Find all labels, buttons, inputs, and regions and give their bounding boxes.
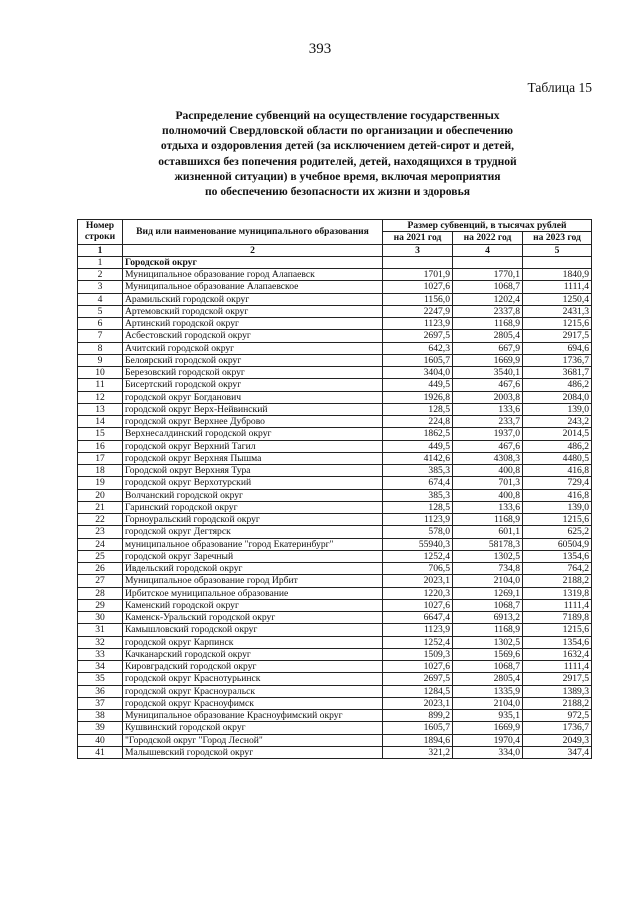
row-number: 3 — [78, 281, 123, 293]
amount-2021: 385,3 — [383, 489, 453, 501]
amount-2023: 3681,7 — [523, 367, 592, 379]
amount-2022: 2104,0 — [453, 697, 523, 709]
amount-2022: 4308,3 — [453, 452, 523, 464]
amount-2021: 642,3 — [383, 342, 453, 354]
table-row — [78, 318, 592, 330]
municipality-name: городской округ Красноуральск — [123, 685, 383, 697]
municipality-name: Муниципальное образование город Алапаевск — [123, 269, 383, 281]
municipality-name: Ивдельский городской округ — [123, 563, 383, 575]
amount-2021: 1123,9 — [383, 514, 453, 526]
header-amount-group: Размер субвенций, в тысячах рублей — [383, 220, 592, 232]
municipality-name: Артемовский городской округ — [123, 305, 383, 317]
table-row — [78, 563, 592, 575]
municipality-name: Арамильский городской округ — [123, 293, 383, 305]
row-number: 27 — [78, 575, 123, 587]
amount-2022: 935,1 — [453, 710, 523, 722]
municipality-name: городской округ Заречный — [123, 550, 383, 562]
table-row — [78, 673, 592, 685]
amount-2022: 1068,7 — [453, 599, 523, 611]
municipality-name: городской округ Богданович — [123, 391, 383, 403]
amount-2021: 1027,6 — [383, 281, 453, 293]
municipality-name: городской округ Краснотурьинск — [123, 673, 383, 685]
amount-2021: 1605,7 — [383, 354, 453, 366]
amount-2023: 2049,3 — [523, 734, 592, 746]
amount-2021: 1027,6 — [383, 661, 453, 673]
amount-2023: 1840,9 — [523, 269, 592, 281]
row-number: 4 — [78, 293, 123, 305]
amount-2021: 674,4 — [383, 477, 453, 489]
amount-2023: 139,0 — [523, 403, 592, 415]
row-number: 5 — [78, 305, 123, 317]
table-body — [78, 256, 592, 758]
municipality-name: муниципальное образование "город Екатеринбург" — [123, 538, 383, 550]
amount-2022: 1202,4 — [453, 293, 523, 305]
amount-2022: 2805,4 — [453, 330, 523, 342]
amount-2022: 334,0 — [453, 746, 523, 758]
amount-2021: 578,0 — [383, 526, 453, 538]
amount-2023: 764,2 — [523, 563, 592, 575]
amount-2021: 2247,9 — [383, 305, 453, 317]
table-row — [78, 281, 592, 293]
table-row — [78, 612, 592, 624]
table-row — [78, 354, 592, 366]
header-row-number: Номер строки — [78, 220, 123, 245]
amount-2021: 449,5 — [383, 379, 453, 391]
amount-2022: 233,7 — [453, 416, 523, 428]
municipality-name: городской округ Дегтярск — [123, 526, 383, 538]
amount-2021: 128,5 — [383, 501, 453, 513]
amount-2023: 1354,6 — [523, 550, 592, 562]
amount-2021: 1027,6 — [383, 599, 453, 611]
amount-2022: 2805,4 — [453, 673, 523, 685]
row-number: 31 — [78, 624, 123, 636]
title-line: отдыха и оздоровления детей (за исключением детей-сирот и детей, — [160, 139, 515, 153]
table-row — [78, 514, 592, 526]
municipality-name: Кушвинский городской округ — [123, 722, 383, 734]
amount-2022: 1068,7 — [453, 661, 523, 673]
amount-2023: 347,4 — [523, 746, 592, 758]
amount-2022: 1302,5 — [453, 550, 523, 562]
municipality-name: Артинский городской округ — [123, 318, 383, 330]
header-year-2023: на 2023 год — [523, 232, 592, 244]
amount-2023: 1736,7 — [523, 722, 592, 734]
table-row — [78, 697, 592, 709]
amount-2023: 2188,2 — [523, 575, 592, 587]
amount-2021: 1926,8 — [383, 391, 453, 403]
amount-2023: 1215,6 — [523, 318, 592, 330]
amount-2022: 400,8 — [453, 465, 523, 477]
municipality-name: Верхнесалдинский городской округ — [123, 428, 383, 440]
amount-2023: 972,5 — [523, 710, 592, 722]
row-number: 6 — [78, 318, 123, 330]
table-row — [78, 293, 592, 305]
municipality-name: "Городской округ "Город Лесной" — [123, 734, 383, 746]
municipality-name: Каменск-Уральский городской округ — [123, 612, 383, 624]
row-number: 17 — [78, 452, 123, 464]
row-number: 16 — [78, 440, 123, 452]
municipality-name: Малышевский городской округ — [123, 746, 383, 758]
amount-2021: 1509,3 — [383, 648, 453, 660]
row-number: 34 — [78, 661, 123, 673]
row-number: 22 — [78, 514, 123, 526]
table-row — [78, 416, 592, 428]
amount-2021: 6647,4 — [383, 612, 453, 624]
column-index: 4 — [453, 244, 523, 256]
amount-2022: 133,6 — [453, 501, 523, 513]
row-number: 26 — [78, 563, 123, 575]
row-number: 2 — [78, 269, 123, 281]
row-number: 20 — [78, 489, 123, 501]
header-municipality-name: Вид или наименование муниципального образования — [123, 220, 383, 245]
title-line: жизненной ситуации) в учебное время, включая мероприятия — [174, 169, 501, 183]
amount-2021: 128,5 — [383, 403, 453, 415]
amount-2022: 400,8 — [453, 489, 523, 501]
table-row — [78, 452, 592, 464]
amount-2021: 224,8 — [383, 416, 453, 428]
row-number: 10 — [78, 367, 123, 379]
row-number: 29 — [78, 599, 123, 611]
row-number: 21 — [78, 501, 123, 513]
municipality-name: Березовский городской округ — [123, 367, 383, 379]
row-number: 33 — [78, 648, 123, 660]
row-number: 32 — [78, 636, 123, 648]
empty-cell — [523, 256, 592, 268]
table-row — [78, 538, 592, 550]
amount-2021: 1123,9 — [383, 318, 453, 330]
amount-2022: 2104,0 — [453, 575, 523, 587]
amount-2023: 1632,4 — [523, 648, 592, 660]
amount-2022: 2003,8 — [453, 391, 523, 403]
amount-2023: 139,0 — [523, 501, 592, 513]
amount-2023: 1111,4 — [523, 599, 592, 611]
amount-2022: 467,6 — [453, 440, 523, 452]
amount-2023: 4480,5 — [523, 452, 592, 464]
title-line: по обеспечению безопасности их жизни и здоровья — [205, 185, 470, 199]
table-row — [78, 648, 592, 660]
amount-2022: 1168,9 — [453, 514, 523, 526]
table-row — [78, 599, 592, 611]
row-number: 24 — [78, 538, 123, 550]
amount-2021: 1252,4 — [383, 550, 453, 562]
amount-2023: 2917,5 — [523, 673, 592, 685]
municipality-name: Волчанский городской округ — [123, 489, 383, 501]
table-row — [78, 636, 592, 648]
amount-2022: 1302,5 — [453, 636, 523, 648]
amount-2023: 1319,8 — [523, 587, 592, 599]
table-row — [78, 489, 592, 501]
amount-2022: 1335,9 — [453, 685, 523, 697]
row-number: 39 — [78, 722, 123, 734]
row-number: 37 — [78, 697, 123, 709]
amount-2021: 1284,5 — [383, 685, 453, 697]
municipality-name: Белоярский городской округ — [123, 354, 383, 366]
amount-2021: 1123,9 — [383, 624, 453, 636]
title-line: Распределение субвенций на осуществление государственных — [175, 109, 500, 122]
row-number: 23 — [78, 526, 123, 538]
amount-2023: 1111,4 — [523, 281, 592, 293]
amount-2022: 3540,1 — [453, 367, 523, 379]
amount-2022: 701,3 — [453, 477, 523, 489]
municipality-name: городской округ Верхнее Дуброво — [123, 416, 383, 428]
table-row — [78, 330, 592, 342]
table-row — [78, 501, 592, 513]
amount-2023: 243,2 — [523, 416, 592, 428]
amount-2021: 1156,0 — [383, 293, 453, 305]
municipality-name: Муниципальное образование Алапаевское — [123, 281, 383, 293]
amount-2022: 1168,9 — [453, 318, 523, 330]
row-number: 19 — [78, 477, 123, 489]
amount-2021: 1894,6 — [383, 734, 453, 746]
table-row — [78, 587, 592, 599]
municipality-name: городской округ Красноуфимск — [123, 697, 383, 709]
amount-2023: 2084,0 — [523, 391, 592, 403]
row-number: 13 — [78, 403, 123, 415]
amount-2023: 2917,5 — [523, 330, 592, 342]
table-label: Таблица 15 — [527, 80, 592, 95]
amount-2022: 1669,9 — [453, 354, 523, 366]
municipality-name: Асбестовский городской округ — [123, 330, 383, 342]
header-year-2022: на 2022 год — [453, 232, 523, 244]
table-row — [78, 550, 592, 562]
amount-2022: 1269,1 — [453, 587, 523, 599]
row-number: 35 — [78, 673, 123, 685]
amount-2022: 601,1 — [453, 526, 523, 538]
amount-2023: 1354,6 — [523, 636, 592, 648]
municipality-name: городской округ Верхотурский — [123, 477, 383, 489]
amount-2021: 899,2 — [383, 710, 453, 722]
table-row — [78, 624, 592, 636]
amount-2023: 486,2 — [523, 440, 592, 452]
amount-2023: 2188,2 — [523, 697, 592, 709]
amount-2023: 729,4 — [523, 477, 592, 489]
municipality-name: Ачитский городской округ — [123, 342, 383, 354]
row-number: 40 — [78, 734, 123, 746]
document-title — [110, 108, 565, 199]
empty-cell — [383, 256, 453, 268]
amount-2022: 467,6 — [453, 379, 523, 391]
amount-2023: 625,2 — [523, 526, 592, 538]
amount-2021: 1605,7 — [383, 722, 453, 734]
amount-2021: 4142,6 — [383, 452, 453, 464]
table-row — [78, 526, 592, 538]
municipality-name: городской округ Карпинск — [123, 636, 383, 648]
table-row — [78, 379, 592, 391]
amount-2023: 2014,5 — [523, 428, 592, 440]
amount-2021: 1252,4 — [383, 636, 453, 648]
table-row — [78, 734, 592, 746]
table-row — [78, 367, 592, 379]
amount-2021: 1220,3 — [383, 587, 453, 599]
column-index: 1 — [78, 244, 123, 256]
column-index: 5 — [523, 244, 592, 256]
amount-2021: 55940,3 — [383, 538, 453, 550]
municipality-name: Муниципальное образование город Ирбит — [123, 575, 383, 587]
group-row — [78, 256, 592, 268]
amount-2022: 1168,9 — [453, 624, 523, 636]
municipality-name: Бисертский городской округ — [123, 379, 383, 391]
municipality-name: Гаринский городской округ — [123, 501, 383, 513]
amount-2022: 1970,4 — [453, 734, 523, 746]
municipality-name: Каменский городской округ — [123, 599, 383, 611]
subsidy-table — [77, 219, 592, 759]
amount-2023: 486,2 — [523, 379, 592, 391]
table-row — [78, 465, 592, 477]
title-line: оставшихся без попечения родителей, детей, находящихся в трудной — [158, 154, 517, 168]
row-number: 25 — [78, 550, 123, 562]
amount-2022: 1068,7 — [453, 281, 523, 293]
amount-2023: 1215,6 — [523, 514, 592, 526]
municipality-name: Камышловский городской округ — [123, 624, 383, 636]
amount-2023: 1736,7 — [523, 354, 592, 366]
column-index: 3 — [383, 244, 453, 256]
table-row — [78, 722, 592, 734]
amount-2023: 694,6 — [523, 342, 592, 354]
row-number: 28 — [78, 587, 123, 599]
amount-2023: 1111,4 — [523, 661, 592, 673]
amount-2023: 1250,4 — [523, 293, 592, 305]
title-line: полномочий Свердловской области по организации и обеспечению — [162, 124, 513, 138]
table-row — [78, 746, 592, 758]
row-number: 8 — [78, 342, 123, 354]
page-number: 393 — [308, 41, 332, 57]
amount-2021: 2697,5 — [383, 673, 453, 685]
amount-2023: 2431,3 — [523, 305, 592, 317]
table-row — [78, 575, 592, 587]
amount-2023: 416,8 — [523, 465, 592, 477]
amount-2023: 416,8 — [523, 489, 592, 501]
municipality-name: Качканарский городской округ — [123, 648, 383, 660]
amount-2022: 1770,1 — [453, 269, 523, 281]
amount-2023: 60504,9 — [523, 538, 592, 550]
table-row — [78, 440, 592, 452]
table-header-row — [78, 220, 592, 232]
amount-2022: 6913,2 — [453, 612, 523, 624]
table-row — [78, 428, 592, 440]
amount-2021: 1701,9 — [383, 269, 453, 281]
row-number: 41 — [78, 746, 123, 758]
group-name: Городской округ — [123, 256, 383, 268]
table-row — [78, 342, 592, 354]
amount-2021: 385,3 — [383, 465, 453, 477]
municipality-name: городской округ Верхняя Пышма — [123, 452, 383, 464]
amount-2022: 734,8 — [453, 563, 523, 575]
municipality-name: Муниципальное образование Красноуфимский округ — [123, 710, 383, 722]
row-number: 9 — [78, 354, 123, 366]
municipality-name: Ирбитское муниципальное образование — [123, 587, 383, 599]
municipality-name: Городской округ Верхняя Тура — [123, 465, 383, 477]
table-row — [78, 661, 592, 673]
amount-2021: 321,2 — [383, 746, 453, 758]
amount-2022: 2337,8 — [453, 305, 523, 317]
empty-cell — [453, 256, 523, 268]
row-number: 7 — [78, 330, 123, 342]
amount-2022: 58178,3 — [453, 538, 523, 550]
amount-2023: 1215,6 — [523, 624, 592, 636]
table-row — [78, 305, 592, 317]
table-row — [78, 477, 592, 489]
amount-2021: 1862,5 — [383, 428, 453, 440]
row-number: 1 — [78, 256, 123, 268]
row-number: 11 — [78, 379, 123, 391]
amount-2022: 1937,0 — [453, 428, 523, 440]
amount-2022: 1669,9 — [453, 722, 523, 734]
row-number: 14 — [78, 416, 123, 428]
table-row — [78, 403, 592, 415]
row-number: 15 — [78, 428, 123, 440]
column-index: 2 — [123, 244, 383, 256]
amount-2021: 2023,1 — [383, 697, 453, 709]
amount-2021: 706,5 — [383, 563, 453, 575]
amount-2022: 133,6 — [453, 403, 523, 415]
row-number: 12 — [78, 391, 123, 403]
municipality-name: Кировградский городской округ — [123, 661, 383, 673]
table-row — [78, 685, 592, 697]
municipality-name: городской округ Верх-Нейвинский — [123, 403, 383, 415]
amount-2021: 2023,1 — [383, 575, 453, 587]
amount-2023: 1389,3 — [523, 685, 592, 697]
amount-2021: 2697,5 — [383, 330, 453, 342]
table-row — [78, 391, 592, 403]
header-year-2021: на 2021 год — [383, 232, 453, 244]
row-number: 38 — [78, 710, 123, 722]
table-row — [78, 710, 592, 722]
subsidy-table-container — [77, 219, 591, 759]
municipality-name: Горноуральский городской округ — [123, 514, 383, 526]
amount-2022: 667,9 — [453, 342, 523, 354]
row-number: 30 — [78, 612, 123, 624]
table-row — [78, 269, 592, 281]
municipality-name: городской округ Верхний Тагил — [123, 440, 383, 452]
amount-2023: 7189,8 — [523, 612, 592, 624]
amount-2021: 3404,0 — [383, 367, 453, 379]
column-index-row — [78, 244, 592, 256]
amount-2021: 449,5 — [383, 440, 453, 452]
row-number: 18 — [78, 465, 123, 477]
row-number: 36 — [78, 685, 123, 697]
amount-2022: 1569,6 — [453, 648, 523, 660]
